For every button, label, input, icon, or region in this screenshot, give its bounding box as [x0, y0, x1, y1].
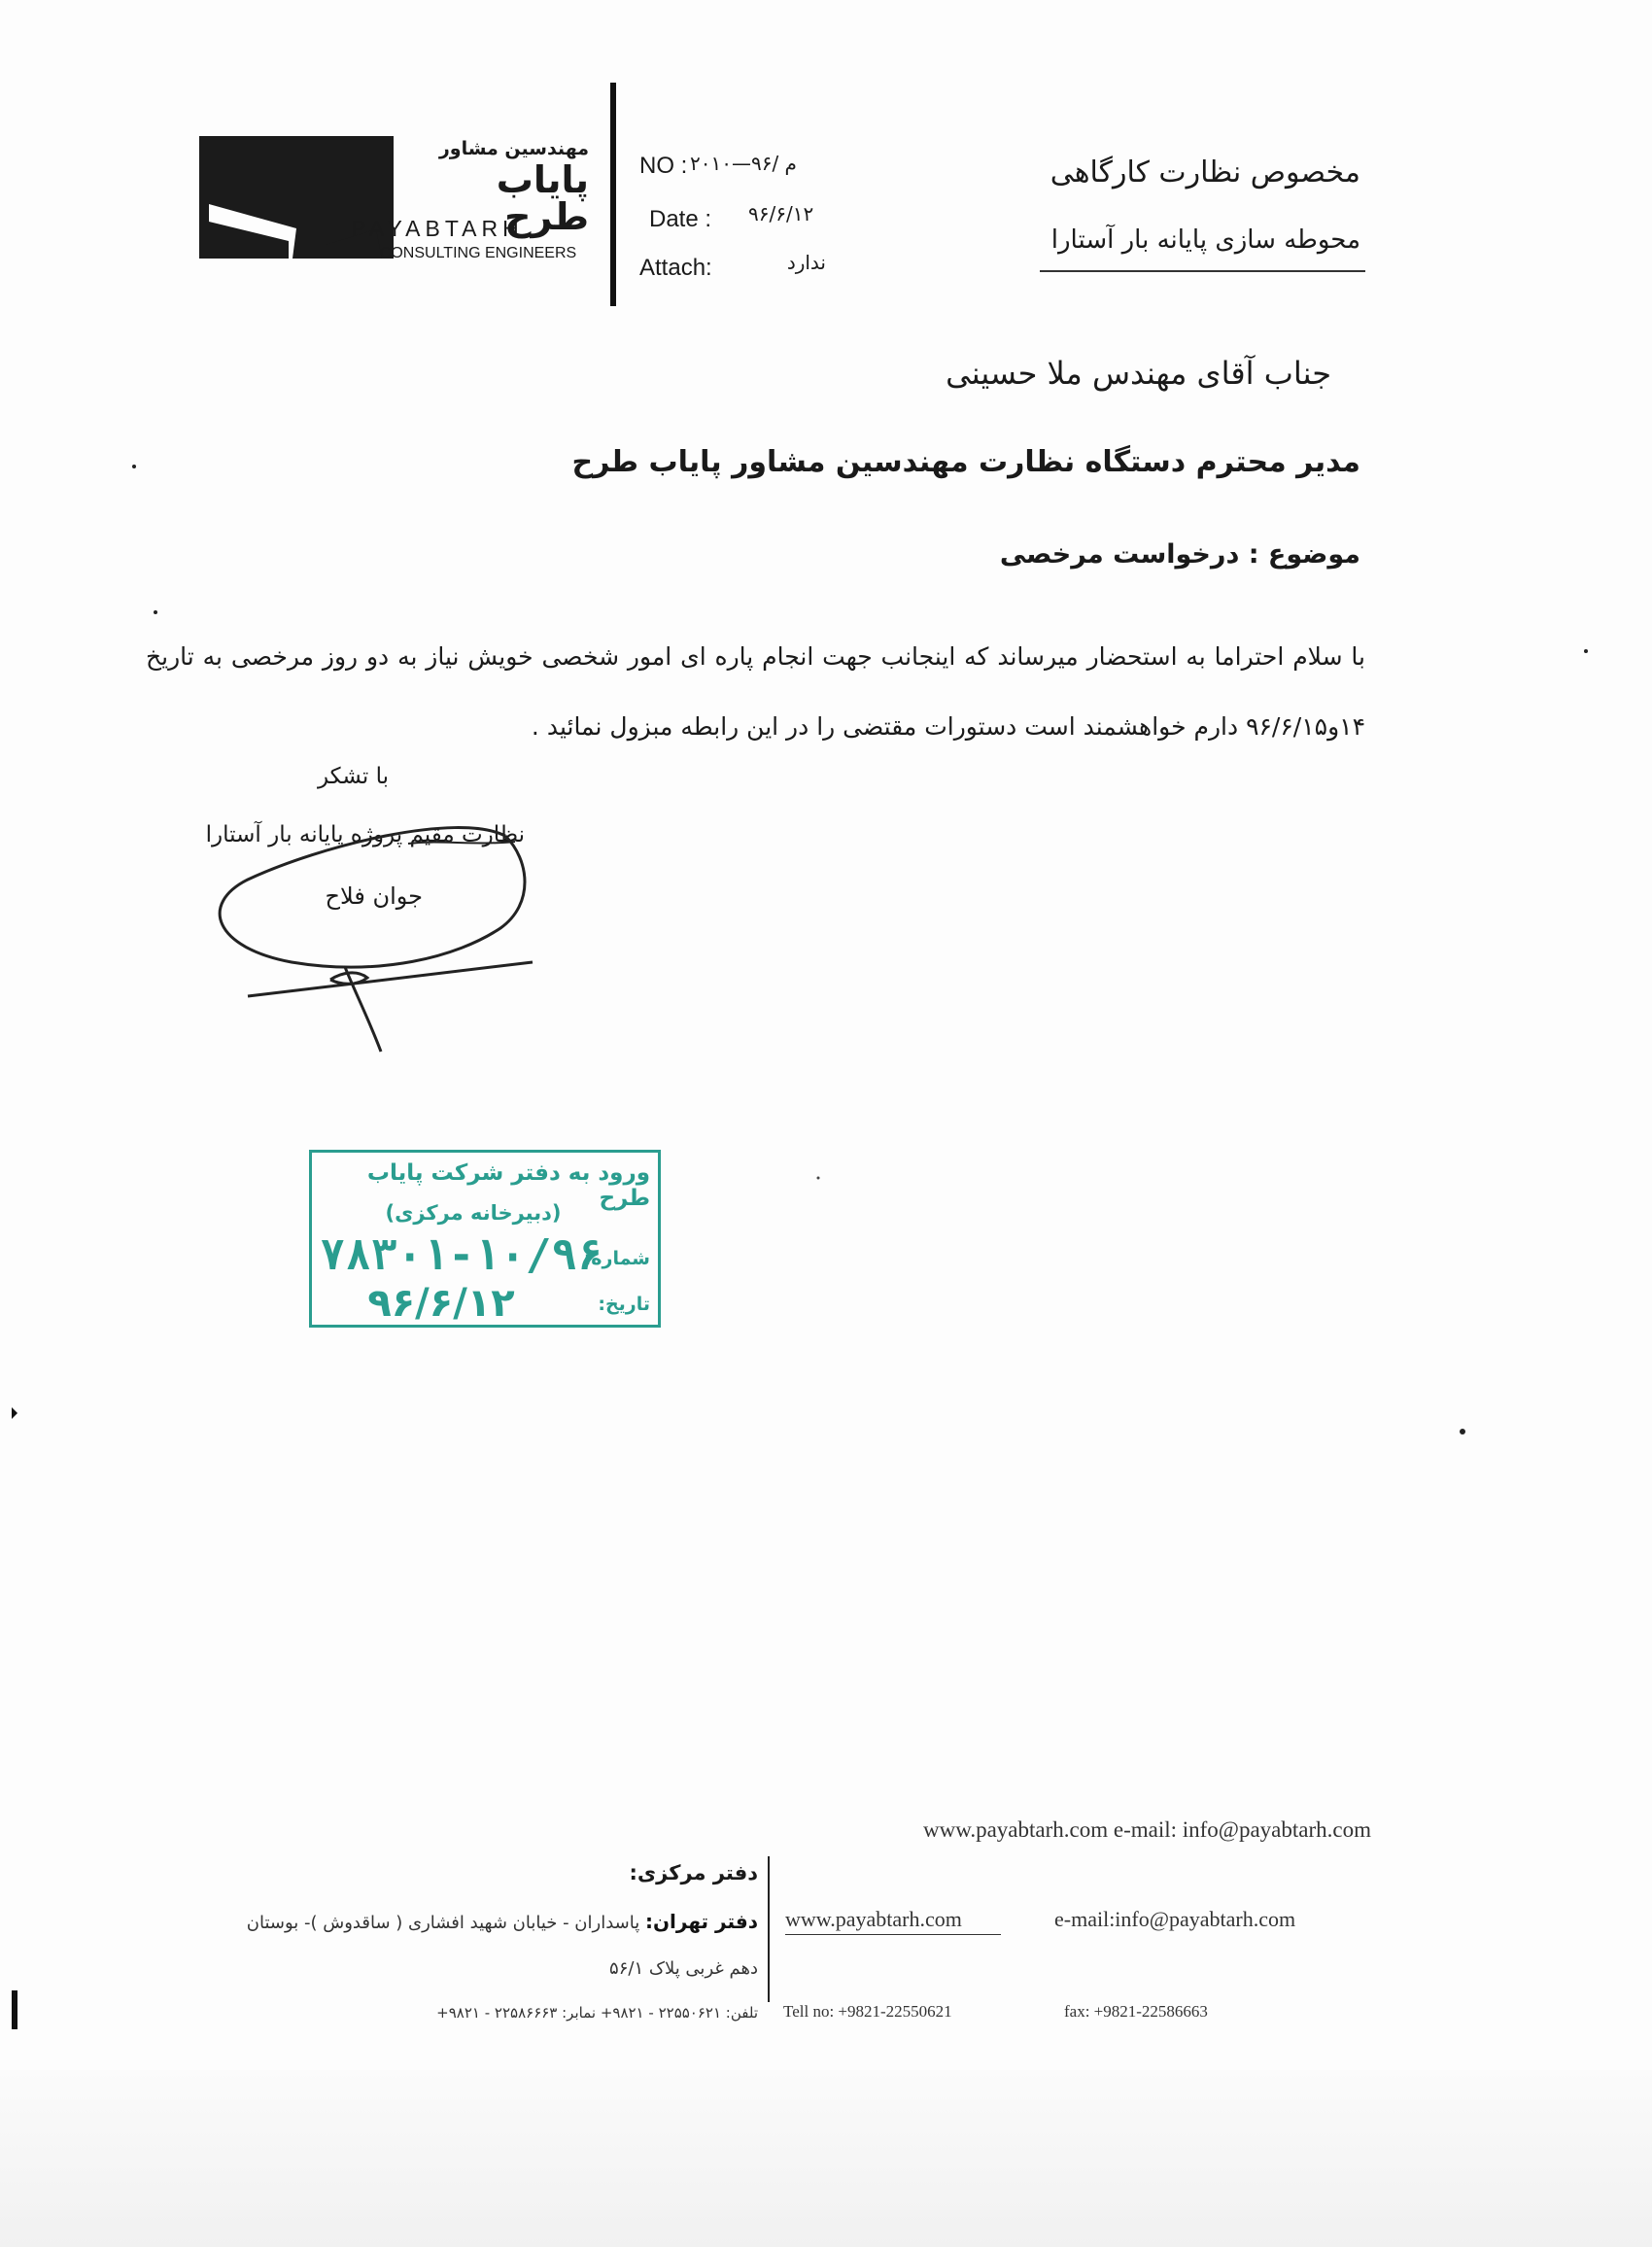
logo-english-subtitle: CONSULTING ENGINEERS	[379, 245, 577, 261]
footer-tehran-label: دفتر تهران:	[644, 1910, 758, 1933]
sender-title: نظارت مقیم پروژه پایانه بار آستارا	[205, 822, 525, 847]
letter-body: با سلام احتراما به استحضار میرساند که اینجانب جهت انجام پاره ای امور شخصی خویش نیاز به دو روز مرخصی به تاریخ ۱۴و۹۶/۶/۱۵ دارم خواهشمند است دستورات مقتضی را در این رابطه مبزول نمائید .	[146, 642, 1365, 741]
footer-fax: fax: +9821-22586663	[1064, 2002, 1208, 2021]
letter-date-label: Date :	[649, 206, 712, 232]
letter-closing: با تشکر	[317, 764, 389, 789]
stamp-number-label: شماره:	[583, 1248, 650, 1269]
stamp-company-line: ورود به دفتر شرکت پایاب طرح	[366, 1160, 650, 1211]
footer-website-link[interactable]: www.payabtarh.com	[785, 1907, 962, 1931]
footer-phone-numbers: تلفن: ۲۲۵۵۰۶۲۱ - ۹۸۲۱+ نمابر: ۲۲۵۸۶۶۶۳ - ۹۸۲۱+	[436, 2004, 758, 2022]
stamp-number-value: ۷۸۳۰۱-۱۰/۹۶	[320, 1230, 603, 1280]
stamp-office-line: (دبیرخانه مرکزی)	[385, 1201, 562, 1225]
letter-date-value: ۹۶/۶/۱۲	[748, 202, 814, 225]
stamp-date-value: ۹۶/۶/۱۲	[367, 1281, 515, 1326]
footer-contact-top: www.payabtarh.com e-mail: info@payabtarh.com	[923, 1817, 1371, 1842]
footer-office-label: دفتر مرکزی:	[629, 1861, 758, 1884]
letter-subject: موضوع : درخواست مرخصی	[999, 539, 1360, 570]
footer-email-link[interactable]: e-mail:info@payabtarh.com	[1054, 1907, 1296, 1931]
recipient-name: جناب آقای مهندس ملا حسینی	[946, 355, 1331, 392]
logo-english-name: PAYABTARH	[351, 216, 524, 241]
footer-tehran-address-line1: پاسداران - خیابان شهید افشاری ( ساقدوش )- بوستان	[246, 1913, 640, 1933]
letter-number-value: م /۹۶—۲۰۱۰	[690, 152, 797, 175]
department-title: مخصوص نظارت کارگاهی	[1050, 156, 1360, 190]
footer-tehran-address-line2: دهم غربی پلاک ۵۶/۱	[609, 1958, 758, 1979]
stamp-date-label: تاریخ:	[598, 1294, 650, 1315]
letter-attachment-label: Attach:	[639, 255, 712, 281]
logo-persian-subtitle: مهندسین مشاور	[438, 138, 589, 159]
letter-attachment-value: ندارد	[786, 251, 826, 274]
project-title: محوطه سازی پایانه بار آستارا	[1050, 225, 1360, 255]
sender-name: جوان فلاح	[325, 882, 423, 910]
logo-persian-name: پایاب طرح	[496, 158, 589, 238]
footer-telephone: Tell no: +9821-22550621	[783, 2002, 952, 2021]
recipient-title: مدیر محترم دستگاه نظارت مهندسین مشاور پایاب طرح	[571, 445, 1360, 479]
letter-number-label: NO :	[639, 153, 688, 179]
